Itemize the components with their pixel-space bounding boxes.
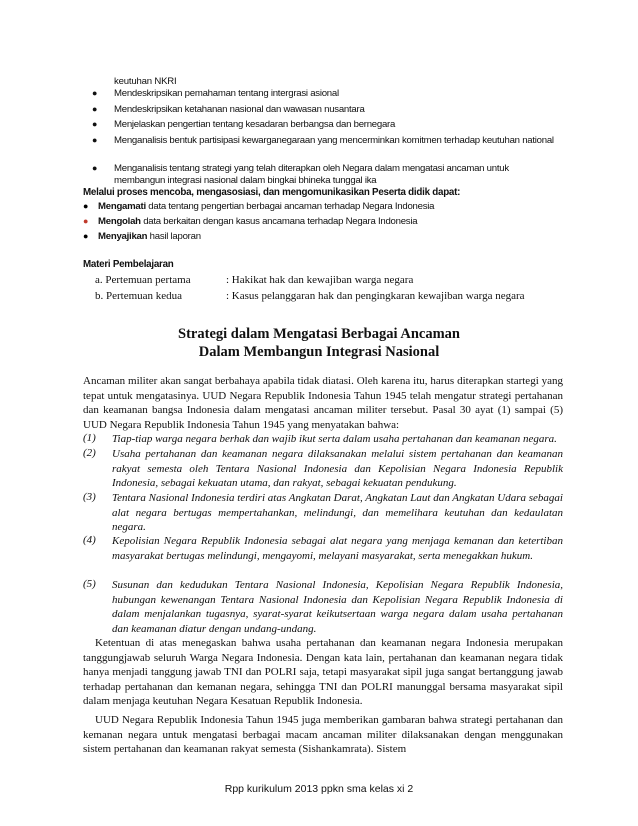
activity-text: Menyajikan hasil laporan — [98, 231, 201, 242]
point-number: (4) — [83, 534, 96, 546]
materi-item-value: : Kasus pelanggaran hak dan pengingkaran kewajiban warga negara — [226, 290, 525, 302]
point-text: Tiap-tiap warga negara berhak dan wajib ikut serta dalam usaha pertahanan dan keamanan negara. — [112, 433, 557, 445]
bullet-icon: ● — [92, 104, 98, 114]
bullet-icon: ● — [83, 216, 89, 226]
activity-text: Mengolah data berkaitan dengan kasus ancamana terhadap Negara Indonesia — [98, 216, 418, 227]
point-text: Kepolisian Negara Republik Indonesia sebagai alat negara yang menjaga kemanan dan ketertiban masyarakat bertugas melindungi, mengayomi, melayani masyarakat, serta menegakkan hukum. — [112, 535, 563, 562]
point-number: (1) — [83, 432, 96, 444]
bullet-icon: ● — [83, 231, 89, 241]
point-text: Susunan dan kedudukan Tentara Nasional Indonesia, Kepolisian Negara Republik Indonesia, hubungan kewenangan Tentara Nasional Indonesia dan Kepolisian Negara Republik Indonesia di dalam menjalankan tugasnya, syarat-syarat keikutsertaan warga negara dalam usaha pertahanan dan keamanan diatur dengan undang-undang. — [112, 579, 563, 635]
activity-text: Mengamati data tentang pengertian berbagai ancaman terhadap Negara Indonesia — [98, 201, 435, 212]
bullet-icon: ● — [92, 135, 98, 145]
materi-item-value: : Hakikat hak dan kewajiban warga negara — [226, 274, 414, 286]
list-item-text: Menganalisis bentuk partisipasi kewarganegaraan yang mencerminkan komitmen terhadap keutuhan national — [114, 135, 554, 146]
list-item-text: Menjelaskan pengertian tentang kesadaran berbangsa dan bernegara — [114, 119, 396, 130]
article-title-line2: Dalam Membangun Integrasi Nasional — [198, 344, 440, 360]
article-paragraph: Ancaman militer akan sangat berbahaya apabila tidak diatasi. Oleh karena itu, harus diterapkan startegi yang tepat untuk mengatasinya. UUD Negara Republik Indonesia Tahun 1945 telah mengatur strategi pertahanan dan keamanan bangsa Indonesia dalam mengatasi ancaman militer tersebut. Pasal 30 ayat (1) sampai (5) UUD Negara Republik Indonesia Tahun 1945 yang menyatakan bahwa: — [83, 375, 563, 431]
article-paragraph: Ketentuan di atas menegaskan bahwa usaha pertahanan dan keamanan negara Indonesia merupakan tanggungjawab seluruh Warga Negara Indonesia. Dengan kata lain, pertahanan dan keamanan negara tidak hanya menjadi tanggung jawab TNI dan POLRI saja, tetapi masyarakat sipil juga sangat bertanggung jawab terhadap pertahanan dan kemanan negara, sehingga TNI dan POLRI manunggal bersama masyarakat sipil dalam menjaga keutuhan Negara Kesatuan Republik Indonesia. — [83, 637, 563, 707]
point-number: (5) — [83, 578, 96, 590]
article-title-line1: Strategi dalam Mengatasi Berbagai Ancaman — [178, 326, 460, 342]
point-number: (2) — [83, 447, 96, 459]
list-continuation: keutuhan NKRI — [114, 76, 177, 87]
bullet-icon: ● — [92, 119, 98, 129]
point-text: Tentara Nasional Indonesia terdiri atas Angkatan Darat, Angkatan Laut dan Angkatan Udara sebagai alat negara bertugas mempertahankan, melindungi, dan memelihara keutuhan dan kedaulatan negara. — [112, 492, 563, 533]
bullet-icon: ● — [92, 88, 98, 98]
materi-item-label: a. Pertemuan pertama — [95, 274, 191, 286]
page-footer: Rpp kurikulum 2013 ppkn sma kelas xi 2 — [224, 783, 414, 795]
list-item-text: Mendeskripsikan ketahanan nasional dan wawasan nusantara — [114, 104, 365, 115]
point-number: (3) — [83, 491, 96, 503]
list-item-text: Menganalisis tentang strategi yang telah diterapkan oleh Negara dalam mengatasi ancaman untuk membangun integrasi nasional dalam bingkai bhineka tunggal ika — [114, 163, 509, 186]
article-paragraph: UUD Negara Republik Indonesia Tahun 1945 juga memberikan gambaran bahwa strategi pertahanan dan kemanan negara untuk mengatasi berbagai macam ancaman militer dilaksanakan dengan menggunakan sistem pertahanan dan keamanan rakyat semesta (Sishankamrata). Sistem — [83, 714, 563, 755]
bullet-icon: ● — [83, 201, 89, 211]
materi-item-label: b. Pertemuan kedua — [95, 290, 183, 302]
list-item-text: Mendeskripsikan pemahaman tentang intergrasi asional — [114, 88, 339, 99]
materi-heading: Materi Pembelajaran — [83, 259, 174, 270]
point-text: Usaha pertahanan dan keamanan negara dilaksanakan melalui sistem pertahanan dan keamanan rakyat semesta oleh Tentara Nasional Indonesia dan Kepolisian Negara Indonesia Republik Indonesia, sebagai kekuatan utama, dan rakyat, sebagai kekuatan pendukung. — [112, 448, 563, 489]
bullet-icon: ● — [92, 163, 98, 173]
activities-intro: Melalui proses mencoba, mengasosiasi, dan mengomunikasikan Peserta didik dapat: — [83, 187, 461, 198]
